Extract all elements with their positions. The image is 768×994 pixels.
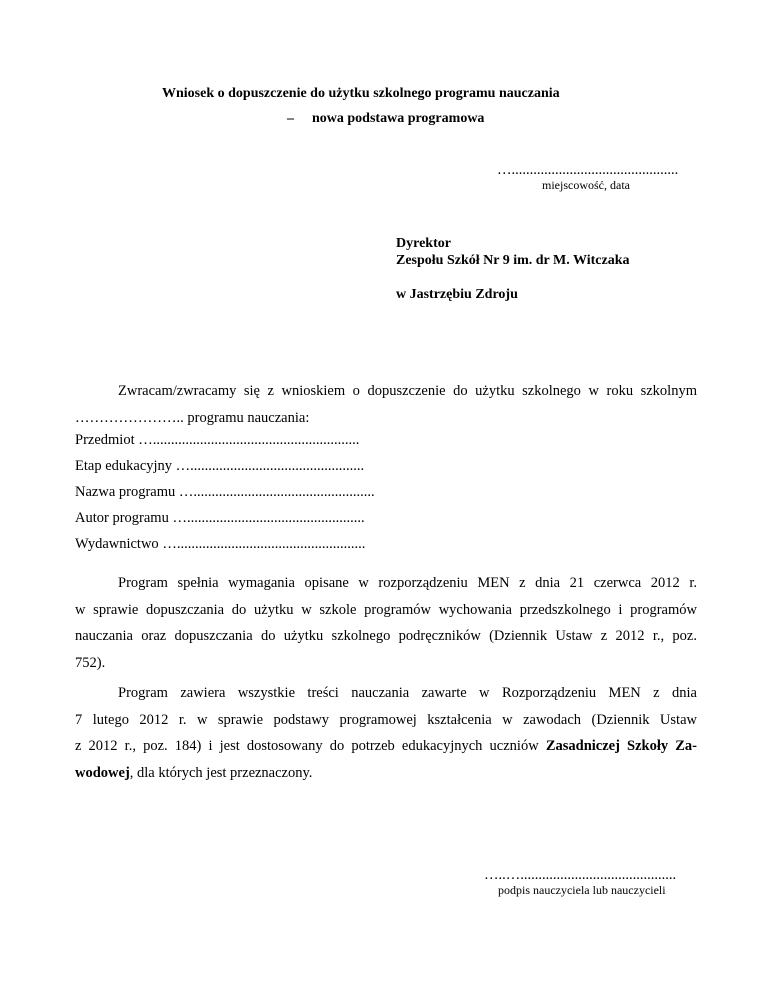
field-education-stage: Etap edukacyjny …................................................ [75, 458, 365, 474]
field-program-author: Autor programu …................................................. [75, 510, 365, 526]
addressee-city: w Jastrzębiu Zdroju [396, 287, 518, 302]
subtitle-dash: – [287, 111, 294, 126]
para1-line-2: w sprawie dopuszczania do użytku w szkole programów wychowania przedszkolnego i programów [75, 601, 697, 618]
document-subtitle: nowa podstawa programowa [312, 111, 485, 126]
document-title: Wniosek o dopuszczenie do użytku szkolnego programu nauczania [162, 86, 560, 101]
field-subject: Przedmiot …......................................................... [75, 432, 360, 448]
regulation-paragraph-2 [75, 680, 697, 786]
para1-line-4: 752). [75, 654, 106, 671]
para2-line-1: Program zawiera wszystkie treści nauczania zawarte w Rozporządzeniu MEN z dnia [118, 685, 697, 701]
para1-line-3: nauczania oraz dopuszczania do użytku szkolnego podręczników (Dziennik Ustaw z 2012 r., poz. [75, 628, 697, 644]
request-paragraph [75, 378, 697, 431]
para2-line-2: 7 lutego 2012 r. w sprawie podstawy programowej kształcenia w zawodach (Dziennik Ustaw [75, 711, 697, 728]
para2-line-4: wodowej, dla których jest przeznaczony. [75, 764, 313, 781]
signature-dots: …..…........................................... [484, 867, 677, 883]
request-line-2: ………………….. programu nauczania: [75, 409, 310, 426]
addressee-title: Dyrektor [396, 236, 451, 251]
place-date-dots: ….............................................. [497, 162, 679, 178]
place-date-label: miejscowość, data [542, 178, 630, 192]
request-line-1: Zwracam/zwracamy się z wnioskiem o dopuszczenie do użytku szkolnego w roku szkolnym [118, 383, 697, 399]
regulation-paragraph-1 [75, 570, 697, 676]
signature-label: podpis nauczyciela lub nauczycieli [498, 883, 666, 897]
addressee-school: Zespołu Szkół Nr 9 im. dr M. Witczaka [396, 253, 630, 268]
para2-line-3: z 2012 r., poz. 184) i jest dostosowany do potrzeb edukacyjnych uczniów Zasadniczej Szkoły Za- [75, 738, 698, 754]
para1-line-1: Program spełnia wymagania opisane w rozporządzeniu MEN z dnia 21 czerwca 2012 r. [118, 575, 697, 591]
field-publisher: Wydawnictwo ….................................................... [75, 536, 366, 552]
field-program-name: Nazwa programu ….................................................. [75, 484, 375, 500]
